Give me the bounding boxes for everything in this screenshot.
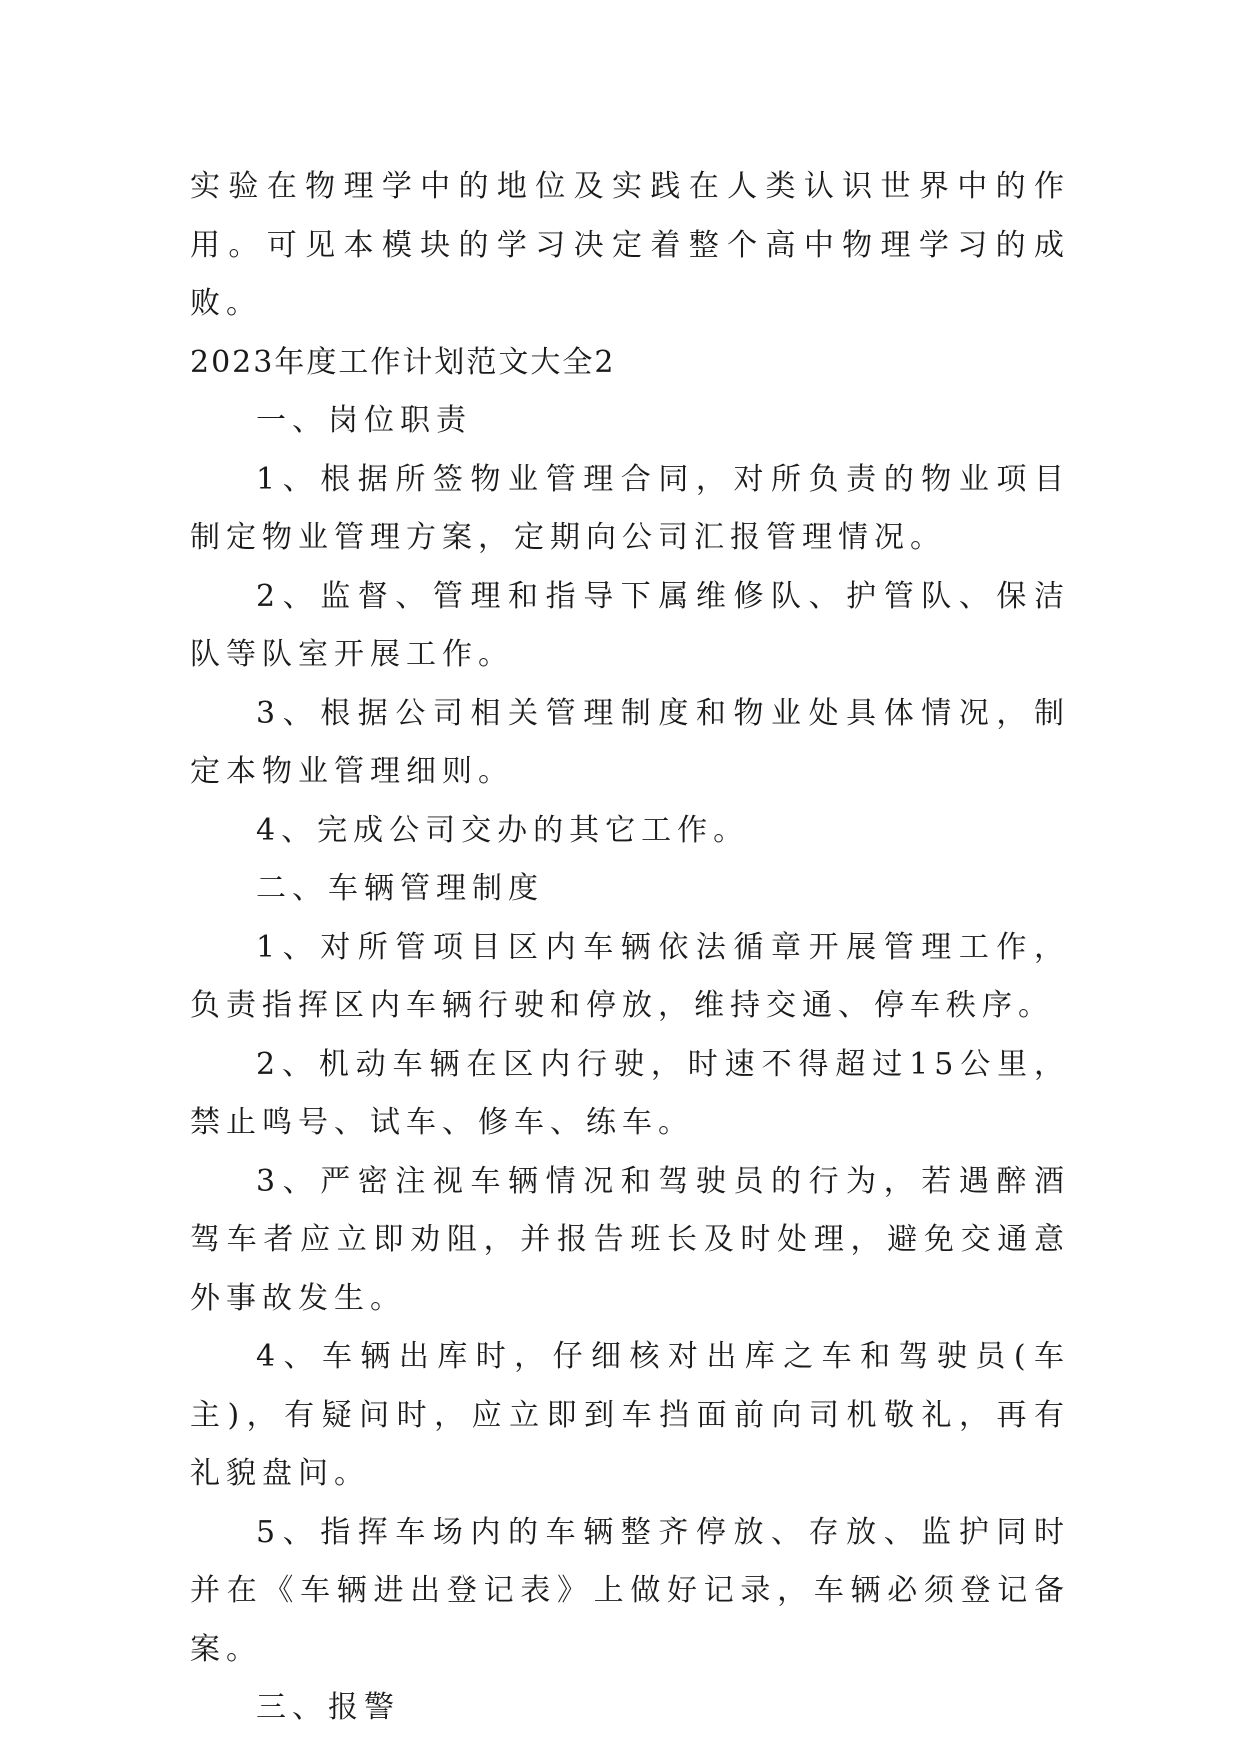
vehicle-rule-5: 5、指挥车场内的车辆整齐停放、存放、监护同时并在《车辆进出登记表》上做好记录，车辆必须登记备案。	[190, 1514, 1070, 1667]
vehicle-rule-3: 3、严密注视车辆情况和驾驶员的行为，若遇醉酒驾车者应立即劝阻，并报告班长及时处理，避免交通意外事故发生。	[190, 1163, 1070, 1316]
heading-vehicle-rules: 二、车辆管理制度	[256, 871, 544, 906]
vehicle-rule-4: 4、车辆出库时，仔细核对出库之车和驾驶员(车主)，有疑问时，应立即到车挡面前向司机敬礼，再有礼貌盘问。	[190, 1339, 1070, 1491]
vehicle-rule-1: 1、对所管项目区内车辆依法循章开展管理工作，负责指挥区内车辆行驶和停放，维持交通、停车秩序。	[190, 929, 1070, 1023]
duty-item-4: 4、完成公司交办的其它工作。	[256, 812, 750, 848]
duty-item-1: 1、根据所签物业管理合同，对所负责的物业项目制定物业管理方案，定期向公司汇报管理情况。	[190, 461, 1070, 555]
duty-item-2: 2、监督、管理和指导下属维修队、护管队、保洁队等队室开展工作。	[190, 578, 1070, 672]
heading-alarm: 三、报警	[256, 1690, 400, 1725]
document-body	[190, 158, 1070, 1738]
duty-item-3: 3、根据公司相关管理制度和物业处具体情况，制定本物业管理细则。	[190, 695, 1070, 789]
heading-duties: 一、岗位职责	[256, 403, 472, 438]
paragraph-intro-continued: 实验在物理学中的地位及实践在人类认识世界中的作用。可见本模块的学习决定着整个高中物理学习的成败。	[190, 169, 1070, 321]
section-title: 2023年度工作计划范文大全2	[190, 344, 616, 380]
vehicle-rule-2: 2、机动车辆在区内行驶，时速不得超过15公里，禁止鸣号、试车、修车、练车。	[190, 1046, 1070, 1140]
